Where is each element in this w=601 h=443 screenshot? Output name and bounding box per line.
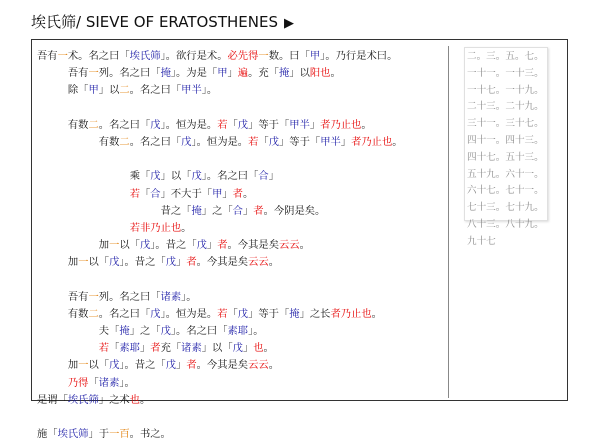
code-token: 「 bbox=[88, 376, 99, 389]
code-token: 甲 bbox=[217, 67, 228, 80]
code-token: 必先得 bbox=[227, 50, 259, 62]
code-token: 以「 bbox=[88, 256, 110, 269]
output-line: 五十九。六十一。 bbox=[467, 168, 544, 180]
code-token: 术。名之曰「 bbox=[67, 50, 130, 62]
page-title bbox=[31, 11, 294, 32]
code-token: 甲 bbox=[212, 187, 223, 200]
code-token: 合 bbox=[150, 187, 161, 200]
code-line bbox=[37, 426, 449, 443]
code-token: 」以「 bbox=[201, 342, 233, 355]
code-token: 加 bbox=[98, 239, 110, 252]
code-token: 」。为是「 bbox=[170, 67, 218, 80]
code-token: 昔之「 bbox=[160, 204, 192, 217]
code-token: 云云 bbox=[248, 359, 269, 372]
output-line: 一十一。一十三。 bbox=[467, 67, 544, 79]
code-line bbox=[37, 357, 449, 374]
code-token: 。 bbox=[371, 307, 382, 320]
code-token: 加 bbox=[67, 256, 79, 269]
code-token: 戊 bbox=[150, 118, 161, 131]
code-token: 戊 bbox=[109, 256, 120, 269]
code-token: 是谓「 bbox=[37, 393, 68, 406]
code-token: 有数 bbox=[67, 307, 89, 320]
code-token: 。充「 bbox=[248, 67, 279, 80]
code-token: 一 bbox=[109, 239, 120, 252]
code-token: 除「 bbox=[67, 84, 89, 97]
code-token: 一百 bbox=[109, 428, 130, 441]
code-token: 以「 bbox=[119, 239, 140, 252]
code-line bbox=[37, 340, 449, 357]
code-token: 云云 bbox=[248, 256, 269, 269]
code-token: 。今其是矣 bbox=[196, 359, 249, 372]
code-token: 」 bbox=[340, 135, 352, 148]
code-token: 阳 bbox=[309, 67, 321, 80]
code-line bbox=[37, 323, 449, 340]
code-token: 」之「 bbox=[129, 325, 161, 337]
code-token: 。今其是矣 bbox=[227, 239, 279, 252]
code-token: 戊 bbox=[150, 307, 161, 320]
code-token: 加 bbox=[67, 359, 79, 372]
output-line: 四十一。四十三。 bbox=[467, 134, 544, 146]
code-token: 掩 bbox=[289, 307, 300, 320]
code-token: 吾有 bbox=[67, 290, 89, 303]
code-token: 「 bbox=[109, 342, 120, 355]
code-token: 也 bbox=[320, 67, 331, 80]
code-token: 」 bbox=[242, 342, 254, 355]
code-token: 。 bbox=[299, 239, 310, 252]
code-token: 者乃止也 bbox=[330, 307, 372, 320]
code-token: 」。昔之「 bbox=[150, 239, 197, 252]
code-token: 一 bbox=[78, 359, 89, 372]
code-line bbox=[37, 289, 449, 306]
code-token: 一 bbox=[78, 256, 89, 269]
code-token: 」。恒为是。 bbox=[160, 307, 218, 320]
code-token: 戊 bbox=[232, 342, 243, 355]
code-token: 。名之曰「 bbox=[98, 307, 151, 320]
code-token: 者 bbox=[232, 187, 243, 200]
code-line bbox=[37, 254, 449, 271]
code-token: 戊 bbox=[196, 239, 207, 252]
code-token: 」。昔之「 bbox=[119, 256, 166, 269]
code-token: 。 bbox=[181, 221, 192, 234]
code-token: 」 bbox=[222, 187, 233, 200]
code-token: 也 bbox=[253, 342, 264, 355]
output-line: 四十七。五十三。 bbox=[467, 151, 544, 163]
code-token: 。 bbox=[242, 187, 254, 200]
code-token: 者乃止也 bbox=[351, 135, 393, 148]
code-token: 有数 bbox=[98, 135, 120, 148]
code-token: 」。 bbox=[181, 290, 197, 303]
blank-line bbox=[37, 409, 449, 426]
output-line: 三十一。三十七。 bbox=[467, 118, 544, 130]
code-token: 。 bbox=[330, 67, 341, 80]
code-token: 戊 bbox=[165, 359, 177, 372]
code-token: 戊 bbox=[237, 307, 249, 320]
code-line bbox=[37, 306, 449, 323]
code-token: 。今其是矣 bbox=[196, 256, 249, 269]
code-token: 」之术 bbox=[98, 393, 130, 406]
code-token: 甲半 bbox=[181, 84, 202, 97]
code-token: 」。 bbox=[119, 376, 135, 389]
code-token: 素耶 bbox=[227, 325, 249, 337]
code-token: 二 bbox=[119, 84, 130, 97]
code-token: 戊 bbox=[237, 118, 249, 131]
code-line bbox=[37, 117, 449, 134]
code-token: 掩 bbox=[191, 204, 202, 217]
code-token: 戊 bbox=[191, 170, 202, 183]
code-token: 戊 bbox=[150, 170, 161, 183]
code-token: 」。昔之「 bbox=[119, 359, 166, 372]
code-token: 。今阴是矣。 bbox=[263, 204, 326, 217]
code-token: 二 bbox=[88, 307, 99, 320]
blank-line bbox=[37, 271, 449, 288]
code-token: 。 bbox=[268, 256, 279, 269]
blank-line bbox=[37, 151, 449, 168]
code-token: 。 bbox=[268, 359, 279, 372]
code-token: 」。名之曰「 bbox=[201, 170, 259, 183]
code-token: 」 bbox=[139, 342, 151, 355]
code-token: 」。欲行是术。 bbox=[160, 50, 228, 62]
code-token: 若 bbox=[217, 307, 228, 320]
code-token: 施「 bbox=[37, 428, 58, 441]
code-token: 」。名之曰「 bbox=[170, 325, 228, 337]
code-token: 合 bbox=[232, 204, 243, 217]
output-panel bbox=[464, 47, 548, 247]
code-editor[interactable] bbox=[37, 48, 449, 443]
output-line: 二。三。五。七。 bbox=[467, 51, 544, 62]
code-token: 若 bbox=[98, 342, 110, 355]
code-token: 戊 bbox=[139, 239, 151, 252]
code-token: 」之长 bbox=[299, 307, 331, 320]
code-line bbox=[37, 168, 449, 185]
code-token: 」。 bbox=[201, 84, 218, 97]
code-token: 甲半 bbox=[289, 118, 310, 131]
code-token: 掩 bbox=[119, 325, 130, 337]
editor-frame bbox=[31, 39, 568, 441]
code-token: 」以 bbox=[289, 67, 310, 80]
code-line bbox=[37, 203, 449, 220]
code-line bbox=[37, 392, 449, 409]
code-token: 若 bbox=[129, 187, 140, 200]
code-token: 。名之曰「 bbox=[98, 118, 151, 131]
code-line bbox=[37, 82, 449, 99]
code-token: 诸素 bbox=[98, 376, 120, 389]
code-token: 」以 bbox=[98, 84, 120, 97]
code-token: 者 bbox=[253, 204, 264, 217]
code-token: 。 bbox=[139, 393, 151, 406]
code-token: 」之「 bbox=[201, 204, 233, 217]
code-token: 一 bbox=[258, 50, 269, 62]
code-token: 乃得 bbox=[67, 376, 89, 389]
code-token: 吾有 bbox=[37, 50, 58, 62]
code-token: 戊 bbox=[109, 359, 120, 372]
code-token: 素耶 bbox=[119, 342, 140, 355]
code-token: 甲半 bbox=[320, 135, 341, 148]
code-token: 一 bbox=[88, 290, 99, 303]
code-token: 数。曰「 bbox=[268, 50, 310, 62]
code-token: 」。乃行是术曰。 bbox=[320, 50, 398, 62]
code-line bbox=[37, 375, 449, 392]
code-token: 」不大于「 bbox=[160, 187, 213, 200]
code-token: 一 bbox=[57, 50, 68, 62]
pane-divider[interactable] bbox=[448, 46, 449, 398]
code-token: 」。恒为是。 bbox=[160, 118, 218, 131]
code-token: 云云 bbox=[279, 239, 300, 252]
code-token: 」以「 bbox=[160, 170, 192, 183]
code-token: 也 bbox=[129, 393, 140, 406]
code-token: 戊 bbox=[181, 135, 192, 148]
output-line: 八十三。八十九。 bbox=[467, 218, 544, 230]
code-token: 。名之曰「 bbox=[129, 135, 182, 148]
code-token: 戊 bbox=[160, 325, 171, 337]
code-token: 。书之。 bbox=[129, 428, 171, 441]
code-token: 」 bbox=[309, 118, 321, 131]
code-token: 」等于「 bbox=[279, 135, 321, 148]
code-token: 列。名之曰「 bbox=[98, 67, 161, 80]
code-token: 。 bbox=[392, 135, 403, 148]
code-line bbox=[37, 186, 449, 203]
code-token: 若非乃止也 bbox=[129, 221, 182, 234]
code-token: 埃氏筛 bbox=[129, 50, 161, 62]
code-token: 二 bbox=[88, 118, 99, 131]
code-token: 埃氏筛 bbox=[67, 393, 99, 406]
code-line bbox=[37, 48, 449, 65]
code-token: 吾有 bbox=[67, 67, 89, 80]
code-token: 「 bbox=[227, 118, 238, 131]
output-line: 九十七 bbox=[467, 235, 496, 247]
code-token: 」等于「 bbox=[248, 307, 290, 320]
code-line bbox=[37, 134, 449, 151]
code-token: 乘「 bbox=[129, 170, 151, 183]
code-token: 戊 bbox=[165, 256, 177, 269]
code-token: 」 bbox=[206, 239, 218, 252]
output-line: 一十七。一十九。 bbox=[467, 84, 544, 96]
code-token: 」 bbox=[268, 170, 279, 183]
code-token: 夫「 bbox=[98, 325, 120, 337]
code-token: 」。 bbox=[248, 325, 264, 337]
output-line: 七十三。七十九。 bbox=[467, 202, 544, 214]
code-token: 」 bbox=[176, 359, 187, 372]
code-token: 充「 bbox=[160, 342, 182, 355]
output-line: 二十三。二十九。 bbox=[467, 101, 544, 113]
code-token: 戊 bbox=[268, 135, 279, 148]
code-token: 者 bbox=[150, 342, 161, 355]
code-token: 「 bbox=[139, 187, 151, 200]
code-token: 。名之曰「 bbox=[129, 84, 182, 97]
code-token: 。 bbox=[263, 342, 274, 355]
code-token: 甲 bbox=[309, 50, 321, 62]
code-token: 合 bbox=[258, 170, 269, 183]
code-token: 若 bbox=[217, 118, 228, 131]
code-token: 有数 bbox=[67, 118, 89, 131]
code-token: 」 bbox=[227, 67, 238, 80]
code-token: 」 bbox=[176, 256, 187, 269]
code-token: 二 bbox=[119, 135, 130, 148]
code-token: 者 bbox=[186, 359, 197, 372]
page-title-text: 埃氏筛/ SIEVE OF ERATOSTHENES bbox=[31, 13, 278, 31]
code-token: 埃氏筛 bbox=[57, 428, 89, 441]
code-token: 一 bbox=[88, 67, 99, 80]
code-token: 。 bbox=[361, 118, 372, 131]
code-token: 「 bbox=[258, 135, 269, 148]
code-token: 者 bbox=[217, 239, 228, 252]
code-line bbox=[37, 237, 449, 254]
code-token: 诸素 bbox=[160, 290, 182, 303]
code-line bbox=[37, 65, 449, 82]
code-token: 遍 bbox=[237, 67, 249, 80]
code-token: 掩 bbox=[160, 67, 171, 80]
code-token: 者乃止也 bbox=[320, 118, 362, 131]
code-token: 甲 bbox=[88, 84, 99, 97]
play-icon[interactable]: ▶ bbox=[283, 16, 294, 31]
code-token: 」 bbox=[242, 204, 254, 217]
code-token: 」于 bbox=[88, 428, 110, 441]
code-line bbox=[37, 220, 449, 237]
code-token: 者 bbox=[186, 256, 197, 269]
code-token: 掩 bbox=[278, 67, 290, 80]
code-token: 「 bbox=[227, 307, 238, 320]
code-token: 」。恒为是。 bbox=[191, 135, 249, 148]
code-token: 诸素 bbox=[181, 342, 202, 355]
code-token: 若 bbox=[248, 135, 259, 148]
code-token: 以「 bbox=[88, 359, 110, 372]
code-token: 」等于「 bbox=[248, 118, 290, 131]
code-token: 列。名之曰「 bbox=[98, 290, 161, 303]
blank-line bbox=[37, 100, 449, 117]
output-line: 六十七。七十一。 bbox=[467, 185, 544, 197]
